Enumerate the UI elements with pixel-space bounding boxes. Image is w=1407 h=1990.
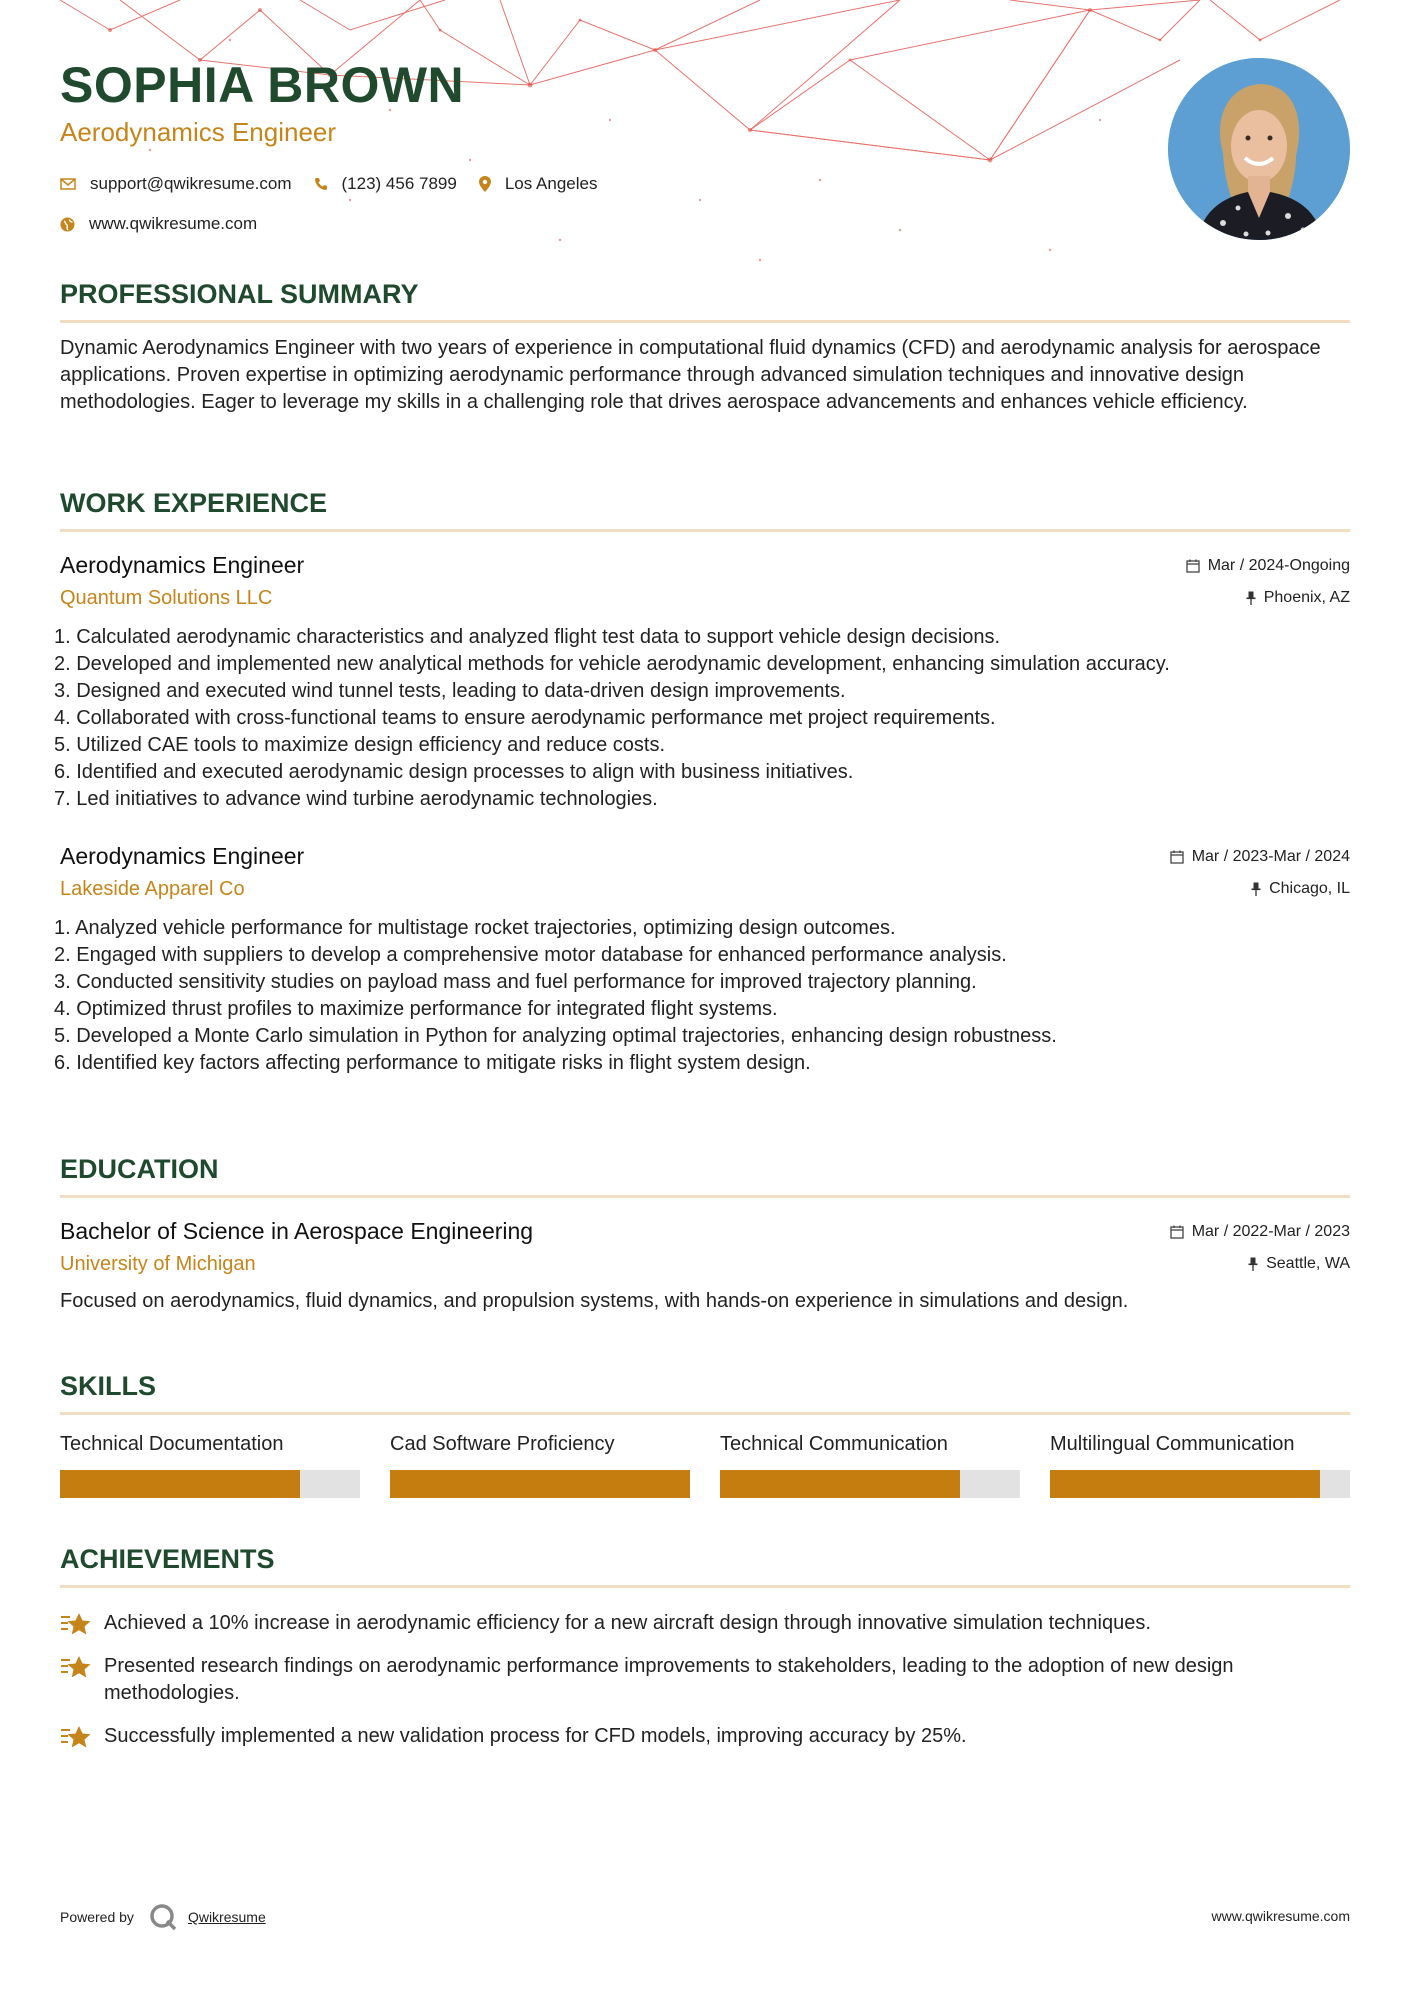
job-bullets — [54, 915, 1350, 1077]
achievement-text: Achieved a 10% increase in aerodynamic efficiency for a new aircraft design through innovative simulation techniques. — [104, 1612, 1151, 1635]
globe-icon — [60, 217, 75, 232]
list-item: 1. Calculated aerodynamic characteristics and analyzed flight test data to support vehicle design decisions. — [54, 626, 1001, 649]
education-meta — [1170, 1222, 1350, 1274]
achievements-section — [60, 1543, 1350, 1766]
job-location — [1170, 879, 1350, 899]
candidate-role: Aerodynamics Engineer — [60, 117, 337, 147]
job-dates-text: Mar / 2024-Ongoing — [1207, 557, 1350, 575]
job-location-text: Chicago, IL — [1269, 880, 1350, 898]
contact-email[interactable] — [60, 174, 292, 194]
experience-heading: WORK EXPERIENCE — [60, 488, 328, 518]
achievements-heading: ACHIEVEMENTS — [60, 1544, 275, 1574]
calendar-icon — [1186, 559, 1200, 573]
portrait-icon — [1168, 58, 1350, 240]
list-item: 6. Identified and executed aerodynamic design processes to align with business initiatives. — [54, 761, 854, 784]
job-dates — [1186, 556, 1350, 576]
education-dates-text: Mar / 2022-Mar / 2023 — [1191, 1223, 1350, 1241]
list-item: 5. Utilized CAE tools to maximize design efficiency and reduce costs. — [54, 734, 666, 757]
skill-bar-fill — [390, 1470, 690, 1498]
skill-item — [720, 1433, 1020, 1498]
section-divider — [60, 1585, 1350, 1588]
resume-header — [60, 58, 1060, 234]
achievement-text: Presented research findings on aerodynamic performance improvements to stakeholders, leading to the adoption of new design methodologies. — [104, 1655, 1234, 1705]
footer-url[interactable]: www.qwikresume.com — [1211, 1908, 1350, 1924]
phone-icon — [314, 177, 328, 191]
list-item: 2. Engaged with suppliers to develop a comprehensive motor database for enhanced performance analysis. — [54, 944, 1007, 967]
education-dates — [1170, 1222, 1350, 1242]
section-divider — [60, 529, 1350, 532]
job-entry — [54, 552, 1350, 813]
job-location-text: Phoenix, AZ — [1263, 589, 1350, 607]
education-description: Focused on aerodynamics, fluid dynamics, and propulsion systems, with hands-on experience in simulations and design. — [60, 1290, 1129, 1313]
skill-name: Technical Documentation — [60, 1433, 284, 1456]
list-item: 6. Identified key factors affecting performance to mitigate risks in flight system design. — [54, 1052, 811, 1075]
map-pin-icon — [479, 176, 491, 192]
star-list-icon — [60, 1611, 92, 1637]
calendar-icon — [1170, 1225, 1184, 1239]
achievements-list — [60, 1610, 1350, 1750]
location-text: Los Angeles — [504, 174, 598, 193]
candidate-name: SOPHIA BROWN — [60, 57, 465, 113]
list-item: 5. Developed a Monte Carlo simulation in Python for analyzing optimal trajectories, enhancing design robustness. — [54, 1025, 1057, 1048]
job-title: Aerodynamics Engineer — [60, 843, 305, 870]
section-divider — [60, 1412, 1350, 1415]
skill-bar — [390, 1470, 690, 1498]
skill-bar-fill — [720, 1470, 960, 1498]
list-item: 4. Optimized thrust profiles to maximize performance for integrated flight systems. — [54, 998, 778, 1021]
achievement-text: Successfully implemented a new validation process for CFD models, improving accuracy by 25%. — [104, 1725, 967, 1748]
school-name: University of Michigan — [60, 1253, 256, 1276]
list-item: 2. Developed and implemented new analytical methods for vehicle aerodynamic development, enhancing simulation accuracy. — [54, 653, 1170, 676]
skill-bar — [60, 1470, 360, 1498]
contact-location — [479, 174, 598, 194]
skill-name: Technical Communication — [720, 1433, 948, 1456]
pushpin-icon — [1251, 882, 1261, 896]
skill-bar-fill — [1050, 1470, 1320, 1498]
education-section — [60, 1153, 1350, 1313]
job-title: Aerodynamics Engineer — [60, 552, 305, 579]
star-list-icon — [60, 1654, 92, 1680]
list-item — [60, 1610, 1350, 1637]
skill-name: Multilingual Communication — [1050, 1433, 1295, 1456]
list-item: 3. Conducted sensitivity studies on payload mass and fuel performance for improved trajectory planning. — [54, 971, 977, 994]
section-divider — [60, 320, 1350, 323]
list-item — [60, 1723, 1350, 1750]
experience-section — [54, 487, 1350, 1077]
page-footer — [60, 1902, 1350, 1932]
envelope-icon — [60, 178, 76, 190]
job-entry — [54, 843, 1350, 1077]
profile-photo — [1168, 58, 1350, 240]
powered-by — [60, 1902, 1350, 1932]
skill-item — [60, 1433, 360, 1498]
skills-heading: SKILLS — [60, 1371, 157, 1401]
section-divider — [60, 1195, 1350, 1198]
education-location — [1170, 1254, 1350, 1274]
qwikresume-logo-icon — [148, 1902, 178, 1932]
job-meta — [1170, 847, 1350, 899]
pushpin-icon — [1248, 1257, 1258, 1271]
contact-row — [60, 174, 1060, 194]
job-dates-text: Mar / 2023-Mar / 2024 — [1191, 848, 1350, 866]
job-company: Lakeside Apparel Co — [60, 878, 245, 901]
job-bullets — [54, 624, 1350, 813]
star-list-icon — [60, 1724, 92, 1750]
skill-item — [1050, 1433, 1350, 1498]
powered-by-label: Powered by — [60, 1909, 134, 1925]
list-item: 7. Led initiatives to advance wind turbine aerodynamic technologies. — [54, 788, 658, 811]
website-row — [60, 214, 1060, 234]
degree-title: Bachelor of Science in Aerospace Engineering — [60, 1218, 534, 1245]
website-text: www.qwikresume.com — [89, 214, 258, 233]
skill-bar-fill — [60, 1470, 300, 1498]
summary-heading: PROFESSIONAL SUMMARY — [60, 279, 419, 309]
job-meta — [1186, 556, 1350, 608]
summary-text: Dynamic Aerodynamics Engineer with two years of experience in computational fluid dynamics (CFD) and aerodynamic analysis for aerospace applications. Proven expertise in optimizing aerodynamic performance through advanced simulation techniques and innovative design methodologies. Eager to leverage my skills in a challenging role that drives aerospace advancements and enhances vehicle efficiency. — [60, 337, 1321, 414]
skill-item — [390, 1433, 690, 1498]
education-entry — [60, 1218, 1350, 1313]
list-item: 1. Analyzed vehicle performance for multistage rocket trajectories, optimizing design outcomes. — [54, 917, 896, 940]
education-location-text: Seattle, WA — [1266, 1255, 1350, 1273]
list-item: 3. Designed and executed wind tunnel tests, leading to data-driven design improvements. — [54, 680, 846, 703]
email-text: support@qwikresume.com — [90, 174, 292, 193]
skill-name: Cad Software Proficiency — [390, 1433, 615, 1456]
list-item — [60, 1653, 1350, 1707]
summary-section — [60, 278, 1350, 416]
brand-link[interactable]: Qwikresume — [187, 1909, 266, 1925]
list-item: 4. Collaborated with cross-functional teams to ensure aerodynamic performance met project requirements. — [54, 707, 996, 730]
skills-section — [60, 1370, 1350, 1498]
skill-bar — [720, 1470, 1020, 1498]
job-dates — [1170, 847, 1350, 867]
phone-text: (123) 456 7899 — [341, 174, 457, 193]
contact-phone[interactable] — [314, 174, 457, 194]
skill-bar — [1050, 1470, 1350, 1498]
contact-website[interactable] — [60, 214, 257, 234]
skills-list — [60, 1433, 1350, 1498]
calendar-icon — [1170, 850, 1184, 864]
job-location — [1186, 588, 1350, 608]
education-heading: EDUCATION — [60, 1154, 219, 1184]
job-company: Quantum Solutions LLC — [60, 587, 273, 610]
pushpin-icon — [1246, 591, 1256, 605]
